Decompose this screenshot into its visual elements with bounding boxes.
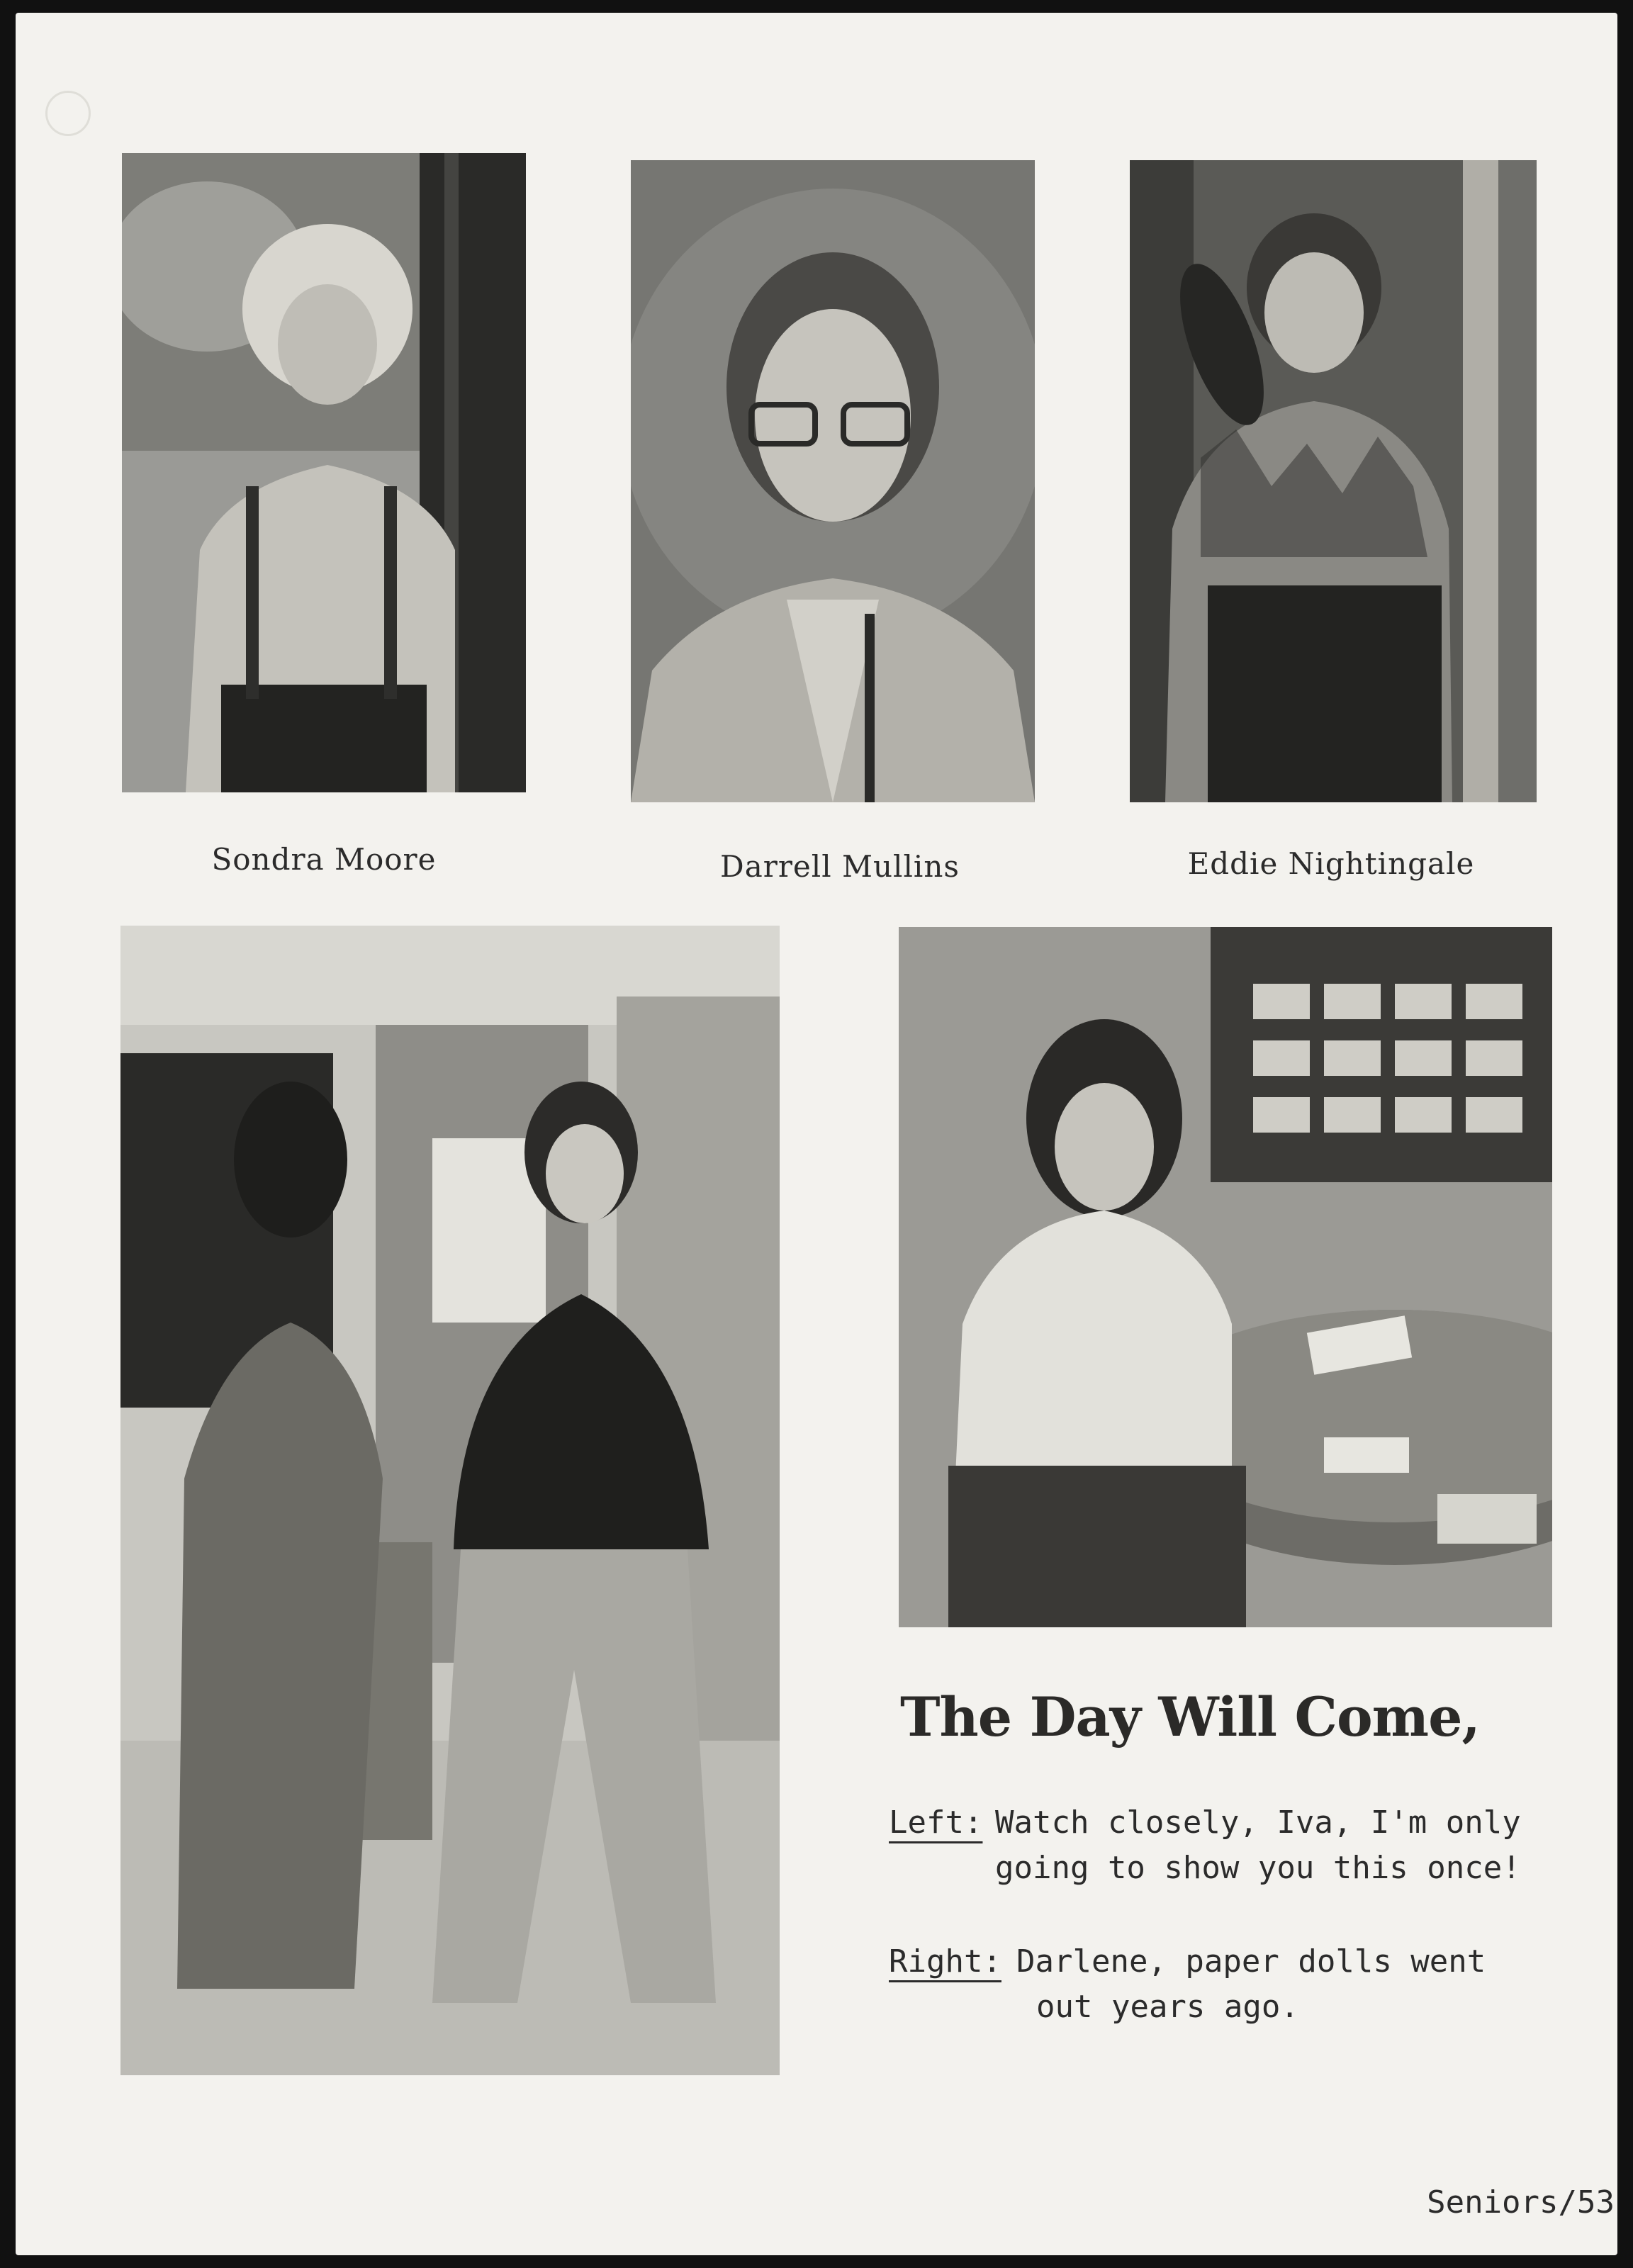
portrait-photo-sondra-moore <box>122 153 526 792</box>
candid-photo-right <box>899 927 1552 1627</box>
caption-right-label: Right: <box>889 1943 1001 1980</box>
caption-left-line1: Watch closely, Iva, I'm only <box>995 1804 1521 1841</box>
portrait-caption: Darrell Mullins <box>720 849 960 884</box>
caption-left-label: Left: <box>889 1804 983 1841</box>
headline: The Day Will Come, <box>900 1685 1480 1748</box>
page-folio: Seniors/53 <box>1427 2184 1615 2221</box>
portrait-caption: Eddie Nightingale <box>1187 846 1475 881</box>
caption-right-line2: out years ago. <box>1036 1989 1299 2025</box>
candid-photo-left <box>120 926 780 2075</box>
portrait-caption: Sondra Moore <box>211 842 437 877</box>
corner-leaf-mark <box>45 91 91 136</box>
caption-left-line2: going to show you this once! <box>995 1850 1521 1886</box>
caption-right <box>889 1939 1569 2038</box>
yearbook-page <box>16 13 1617 2255</box>
portrait-photo-darrell-mullins <box>631 160 1035 802</box>
caption-left <box>889 1800 1569 1899</box>
portrait-photo-eddie-nightingale <box>1130 160 1537 802</box>
caption-right-line1: Darlene, paper dolls went <box>1016 1943 1486 1980</box>
